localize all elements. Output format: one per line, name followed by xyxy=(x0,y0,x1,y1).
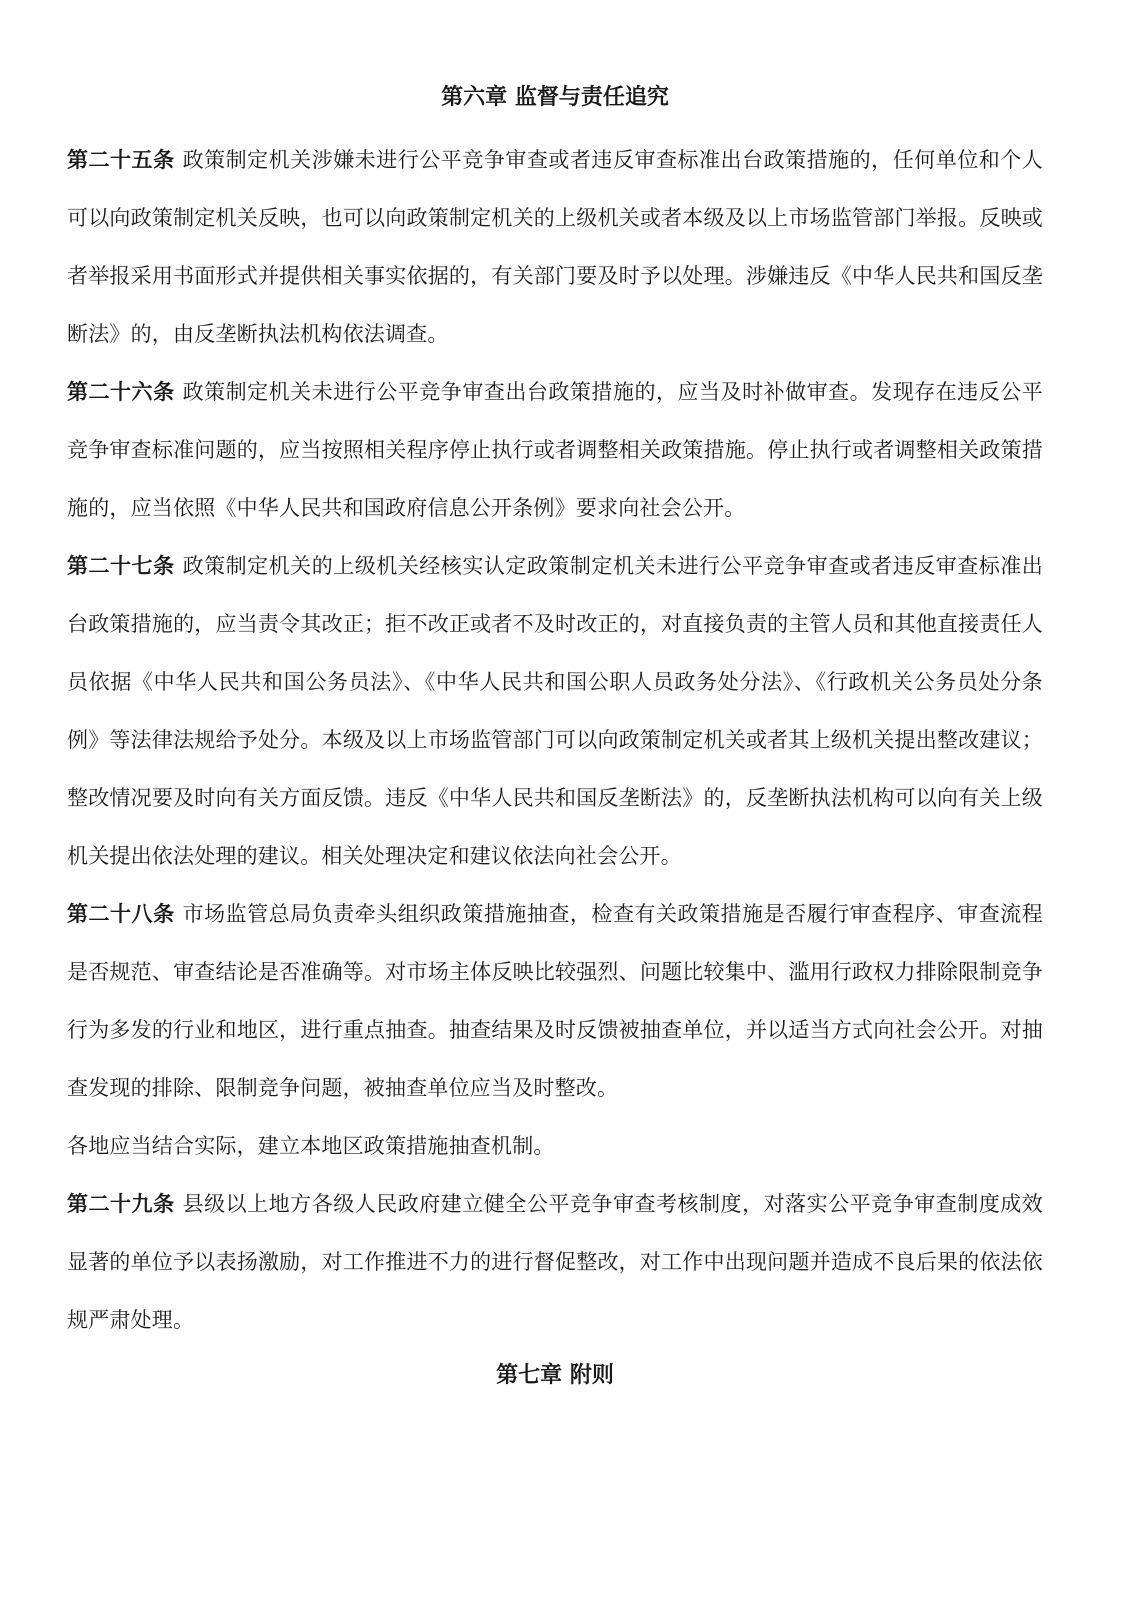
article-25 xyxy=(67,131,1043,363)
article-text: 政策制定机关未进行公平竞争审查出台政策措施的，应当及时补做审查。发现存在违反公平竞争审查标准问题的，应当按照相关程序停止执行或者调整相关政策措施。停止执行或者调整相关政策措施的，应当依照《中华人民共和国政府信息公开条例》要求向社会公开。 xyxy=(67,380,1043,520)
article-number: 第二十七条 xyxy=(67,554,175,578)
article-text: 市场监管总局负责牵头组织政策措施抽查，检查有关政策措施是否履行审查程序、审查流程是否规范、审查结论是否准确等。对市场主体反映比较强烈、问题比较集中、滥用行政权力排除限制竞争行为多发的行业和地区，进行重点抽查。抽查结果及时反馈被抽查单位，并以适当方式向社会公开。对抽查发现的排除、限制竞争问题，被抽查单位应当及时整改。 xyxy=(67,902,1043,1100)
article-27 xyxy=(67,537,1043,885)
article-text: 政策制定机关的上级机关经核实认定政策制定机关未进行公平竞争审查或者违反审查标准出台政策措施的，应当责令其改正；拒不改正或者不及时改正的，对直接负责的主管人员和其他直接责任人员依据《中华人民共和国公务员法》、《中华人民共和国公职人员政务处分法》、《行政机关公务员处分条例》等法律法规给予处分。本级及以上市场监管部门可以向政策制定机关或者其上级机关提出整改建议；整改情况要及时向有关方面反馈。违反《中华人民共和国反垄断法》的，反垄断执法机构可以向有关上级机关提出依法处理的建议。相关处理决定和建议依法向社会公开。 xyxy=(67,554,1043,868)
chapter-6-title: 第六章 监督与责任追究 xyxy=(441,85,669,110)
article-number: 第二十八条 xyxy=(67,902,175,926)
article-number: 第二十六条 xyxy=(67,380,175,404)
article-29 xyxy=(67,1175,1043,1349)
extra-paragraph: 各地应当结合实际，建立本地区政策措施抽查机制。 xyxy=(67,1134,555,1158)
article-text: 县级以上地方各级人民政府建立健全公平竞争审查考核制度，对落实公平竞争审查制度成效显著的单位予以表扬激励，对工作推进不力的进行督促整改，对工作中出现问题并造成不良后果的依法依规严肃处理。 xyxy=(67,1192,1043,1332)
article-28 xyxy=(67,885,1043,1117)
document-page xyxy=(67,74,1043,1400)
article-number: 第二十九条 xyxy=(67,1192,175,1216)
article-number: 第二十五条 xyxy=(67,148,175,172)
article-26 xyxy=(67,363,1043,537)
article-text: 政策制定机关涉嫌未进行公平竞争审查或者违反审查标准出台政策措施的，任何单位和个人可以向政策制定机关反映，也可以向政策制定机关的上级机关或者本级及以上市场监管部门举报。反映或者举报采用书面形式并提供相关事实依据的，有关部门要及时予以处理。涉嫌违反《中华人民共和国反垄断法》的，由反垄断执法机构依法调查。 xyxy=(67,148,1043,346)
chapter-7-title: 第七章 附则 xyxy=(496,1363,614,1388)
